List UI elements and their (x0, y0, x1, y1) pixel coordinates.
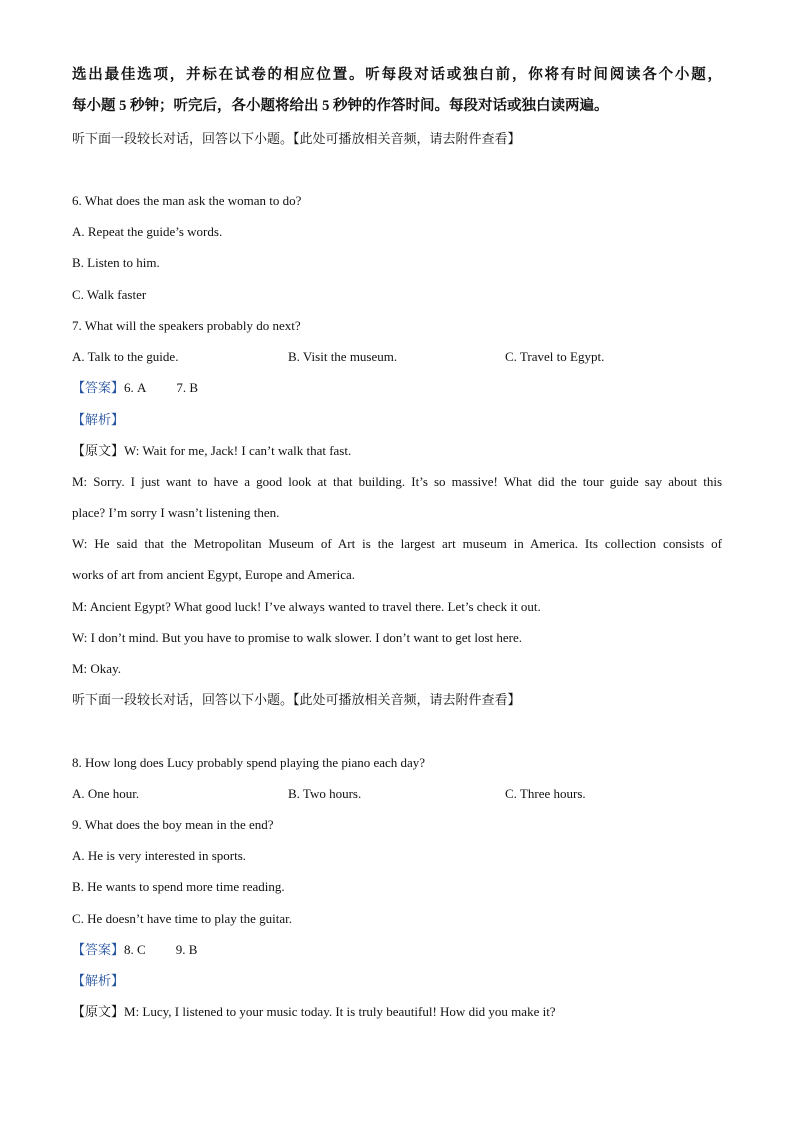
script-line: W: He said that the Metropolitan Museum of Art is the largest art museum in America. Its collection consists of (72, 536, 722, 551)
question-8-option-a: A. One hour. (72, 786, 140, 801)
question-8: 8. How long does Lucy probably spend playing the piano each day? (72, 755, 426, 770)
script-line: M: Okay. (72, 661, 121, 676)
question-9-option-c: C. He doesn’t have time to play the guitar. (72, 911, 292, 926)
analysis-label: 【解析】 (72, 973, 125, 988)
answer-label: 【答案】 (72, 380, 125, 395)
script-line (72, 1003, 556, 1021)
question-9-option-b: B. He wants to spend more time reading. (72, 879, 285, 894)
answer-value: 8. C (124, 942, 146, 957)
script-text: W: Wait for me, Jack! I can’t walk that fast. (124, 443, 352, 458)
question-7: 7. What will the speakers probably do next? (72, 318, 301, 333)
answer-label: 【答案】 (72, 942, 125, 957)
instruction-line-1: 选出最佳选项，并标在试卷的相应位置。听每段对话或独白前，你将有时间阅读各个小题， (72, 67, 722, 83)
script-text: M: Lucy, I listened to your music today. It is truly beautiful! How did you make it? (124, 1004, 556, 1019)
analysis-label: 【解析】 (72, 412, 125, 427)
script-label: 【原文】 (72, 1004, 125, 1019)
script-line: M: Sorry. I just want to have a good look at that building. It’s so massive! What did the tour guide say about this (72, 474, 722, 489)
answer-value: 6. A (124, 380, 147, 395)
script-line: works of art from ancient Egypt, Europe and America. (72, 567, 356, 582)
answer-value: 7. B (176, 380, 199, 395)
script-line: place? I’m sorry I wasn’t listening then. (72, 505, 280, 520)
question-7-option-c: C. Travel to Egypt. (505, 349, 605, 364)
question-6-option-b: B. Listen to him. (72, 255, 160, 270)
question-7-option-a: A. Talk to the guide. (72, 349, 179, 364)
question-9: 9. What does the boy mean in the end? (72, 817, 274, 832)
question-6-option-a: A. Repeat the guide’s words. (72, 224, 223, 239)
question-6-option-c: C. Walk faster (72, 287, 147, 302)
section-1-heading: 听下面一段较长对话，回答以下小题。【此处可播放相关音频，请去附件查看】 (72, 131, 521, 146)
script-line: M: Ancient Egypt? What good luck! I’ve always wanted to travel there. Let’s check it out. (72, 599, 541, 614)
question-8-option-b: B. Two hours. (288, 786, 362, 801)
answer-row-2 (72, 941, 197, 959)
question-8-option-c: C. Three hours. (505, 786, 586, 801)
question-9-option-a: A. He is very interested in sports. (72, 848, 247, 863)
script-label: 【原文】 (72, 443, 125, 458)
question-6: 6. What does the man ask the woman to do? (72, 193, 302, 208)
section-2-heading: 听下面一段较长对话，回答以下小题。【此处可播放相关音频，请去附件查看】 (72, 692, 521, 707)
script-line (72, 442, 351, 460)
question-7-option-b: B. Visit the museum. (288, 349, 398, 364)
script-line: W: I don’t mind. But you have to promise to walk slower. I don’t want to get lost here. (72, 630, 522, 645)
instruction-line-2: 每小题 5 秒钟；听完后，各小题将给出 5 秒钟的作答时间。每段对话或独白读两遍。 (72, 98, 609, 114)
answer-value: 9. B (175, 942, 198, 957)
answer-row-1 (72, 379, 198, 397)
